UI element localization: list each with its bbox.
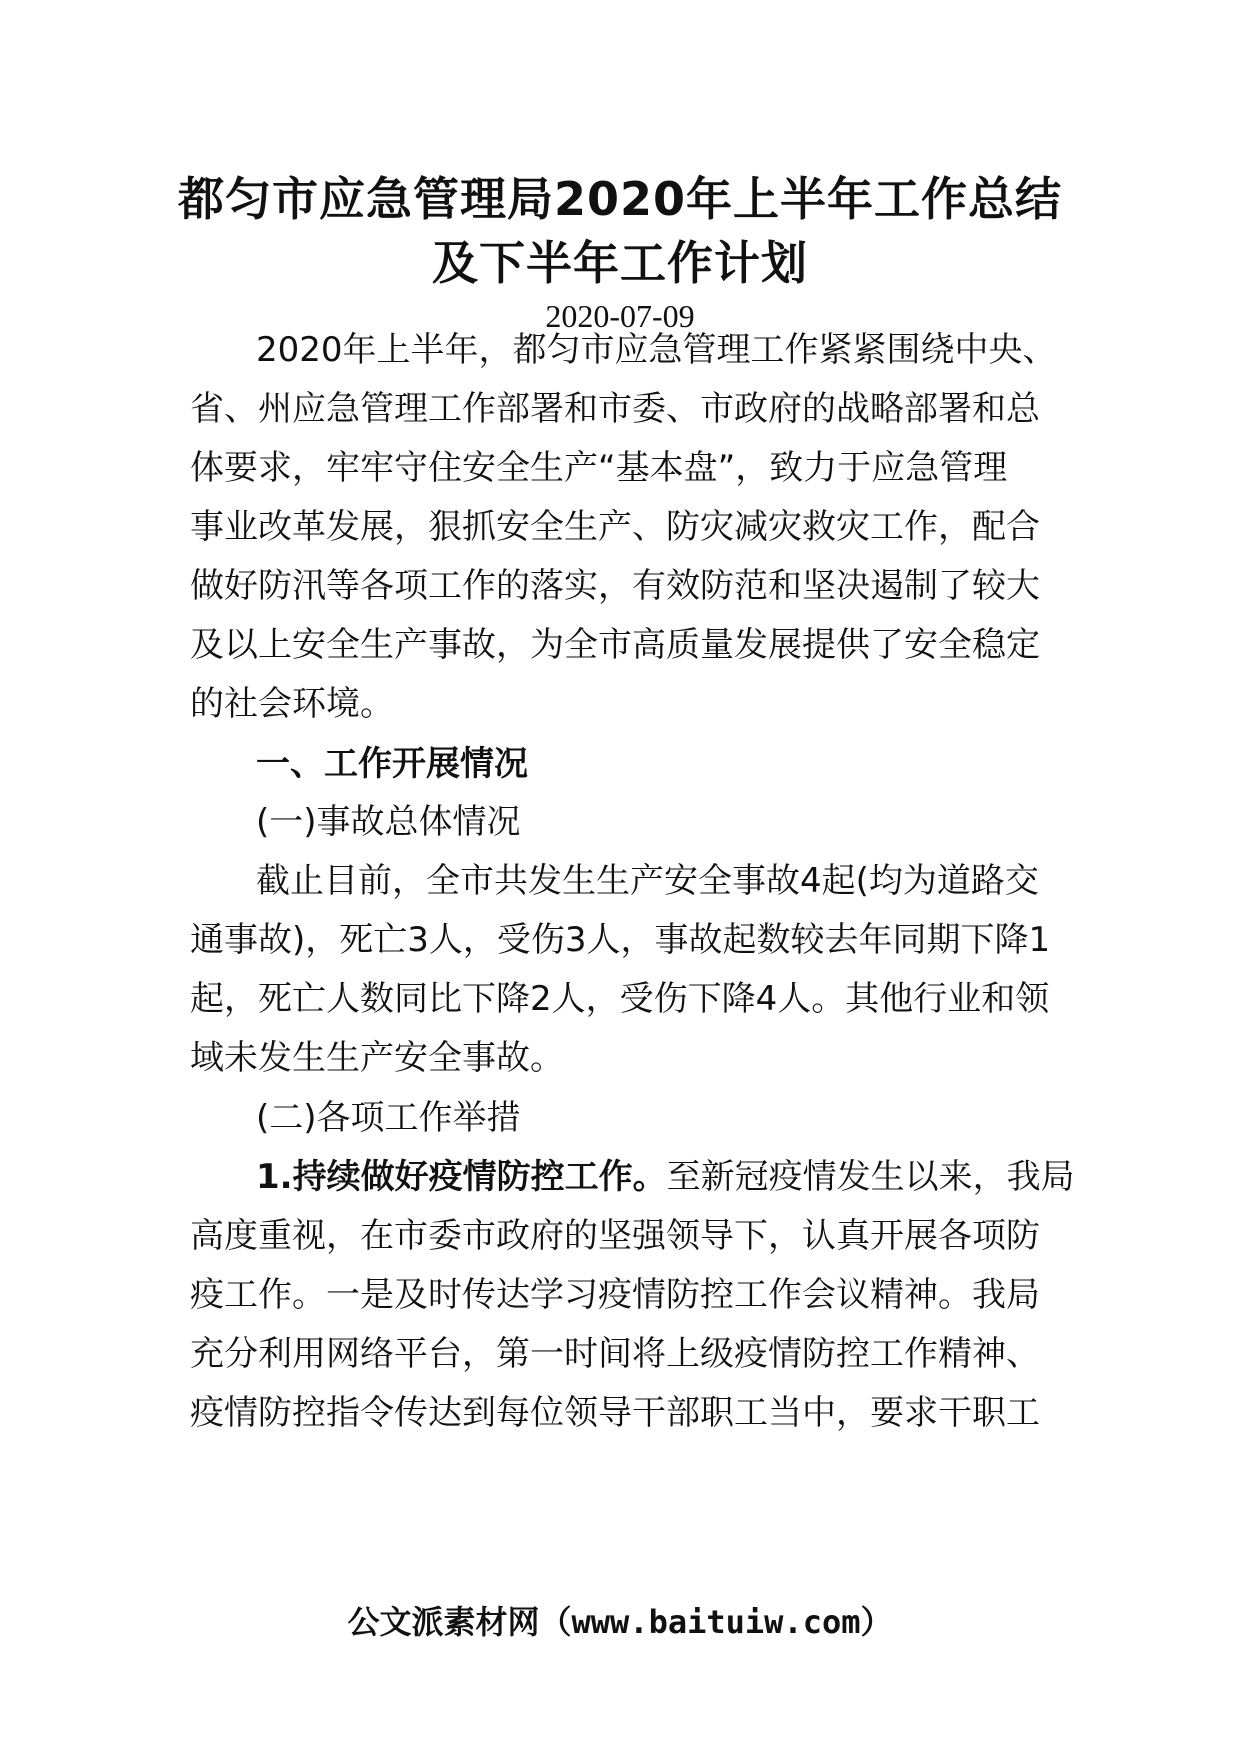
footer-site-url: www.baituiw.com bbox=[571, 1603, 861, 1641]
subsection-heading: (二)各项工作举措 bbox=[256, 1098, 521, 1138]
intro-line: 的社会环境。 bbox=[190, 684, 394, 724]
intro-line: 及以上安全生产事故，为全市高质量发展提供了安全稳定 bbox=[190, 625, 1040, 665]
intro-line: 2020年上半年，都匀市应急管理工作紧紧围绕中央、 bbox=[256, 330, 1057, 370]
document-title-line-1: 都匀市应急管理局2020年上半年工作总结 bbox=[177, 172, 1063, 226]
measure-text: 至新冠疫情发生以来，我局 bbox=[666, 1157, 1075, 1197]
subsection-heading: (一)事故总体情况 bbox=[256, 802, 521, 842]
intro-line: 体要求，牢牢守住安全生产“基本盘”，致力于应急管理 bbox=[190, 448, 1008, 488]
intro-line: 做好防汛等各项工作的落实，有效防范和坚决遏制了较大 bbox=[190, 566, 1040, 606]
document-date: 2020-07-09 bbox=[545, 298, 695, 334]
measure-line: 充分利用网络平台，第一时间将上级疫情防控工作精神、 bbox=[190, 1334, 1040, 1374]
accident-line: 域未发生生产安全事故。 bbox=[190, 1038, 564, 1078]
document-title-line-2: 及下半年工作计划 bbox=[432, 236, 808, 290]
intro-line: 事业改革发展，狠抓安全生产、防灾减灾救灾工作，配合 bbox=[190, 507, 1040, 547]
footer-site-name: 公文派素材网（ bbox=[347, 1603, 572, 1641]
footer-close-paren: ） bbox=[860, 1603, 893, 1641]
measure-lead: 1.持续做好疫情防控工作。 bbox=[256, 1157, 667, 1197]
measure-line: 疫工作。一是及时传达学习疫情防控工作会议精神。我局 bbox=[190, 1275, 1040, 1315]
measure-line: 疫情防控指令传达到每位领导干部职工当中，要求干职工 bbox=[190, 1393, 1040, 1433]
measure-line: 高度重视，在市委市政府的坚强领导下，认真开展各项防 bbox=[190, 1216, 1040, 1256]
accident-line: 截止目前，全市共发生生产安全事故4起(均为道路交 bbox=[256, 861, 1039, 901]
section-heading: 一、工作开展情况 bbox=[256, 744, 528, 784]
accident-line: 起，死亡人数同比下降2人，受伤下降4人。其他行业和领 bbox=[190, 979, 1050, 1019]
measure-line bbox=[256, 1157, 1075, 1197]
intro-line: 省、州应急管理工作部署和市委、市政府的战略部署和总 bbox=[190, 389, 1040, 429]
page-footer bbox=[120, 1597, 1120, 1643]
accident-line: 通事故)，死亡3人，受伤3人，事故起数较去年同期下降1 bbox=[190, 920, 1051, 960]
